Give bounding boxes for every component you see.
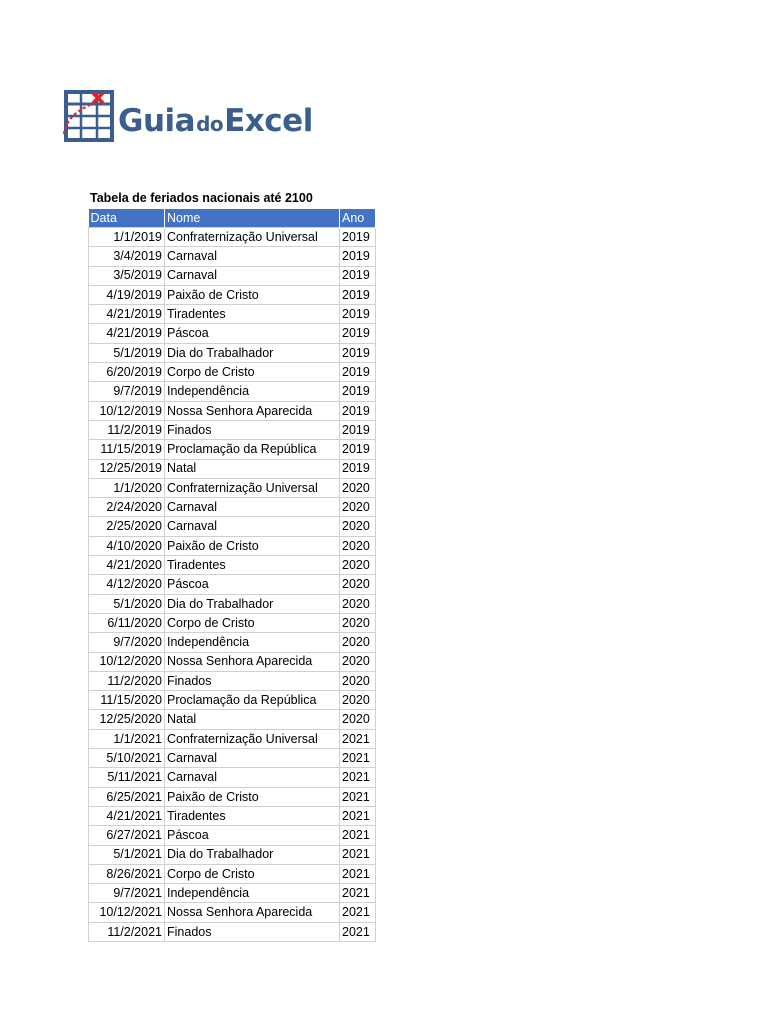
table-row [89, 440, 376, 459]
table-row [89, 556, 376, 575]
cell-data[interactable]: 5/11/2021 [89, 768, 165, 787]
cell-nome[interactable]: Paixão de Cristo [165, 787, 340, 806]
cell-ano[interactable]: 2019 [340, 440, 376, 459]
cell-ano[interactable]: 2021 [340, 845, 376, 864]
holidays-table [88, 209, 376, 942]
table-row [89, 884, 376, 903]
guia-do-excel-logo [62, 88, 322, 148]
cell-ano[interactable]: 2021 [340, 749, 376, 768]
cell-nome[interactable]: Dia do Trabalhador [165, 594, 340, 613]
cell-nome[interactable]: Natal [165, 459, 340, 478]
cell-data[interactable]: 9/7/2021 [89, 884, 165, 903]
cell-data[interactable]: 1/1/2021 [89, 729, 165, 748]
cell-ano[interactable]: 2021 [340, 729, 376, 748]
cell-nome[interactable]: Páscoa [165, 324, 340, 343]
cell-ano[interactable]: 2020 [340, 671, 376, 690]
cell-ano[interactable]: 2020 [340, 517, 376, 536]
cell-nome[interactable]: Proclamação da República [165, 440, 340, 459]
cell-data[interactable]: 5/1/2020 [89, 594, 165, 613]
cell-ano[interactable]: 2021 [340, 864, 376, 883]
cell-data[interactable]: 4/12/2020 [89, 575, 165, 594]
table-row [89, 459, 376, 478]
table-row [89, 710, 376, 729]
cell-data[interactable]: 8/26/2021 [89, 864, 165, 883]
cell-ano[interactable]: 2019 [340, 401, 376, 420]
cell-nome[interactable]: Confraternização Universal [165, 478, 340, 497]
table-row [89, 633, 376, 652]
table-row [89, 382, 376, 401]
table-row [89, 517, 376, 536]
cell-nome[interactable]: Independência [165, 382, 340, 401]
cell-data[interactable]: 6/25/2021 [89, 787, 165, 806]
logo-word-guia: Guia [118, 103, 196, 139]
cell-data[interactable]: 9/7/2019 [89, 382, 165, 401]
cell-ano[interactable]: 2020 [340, 691, 376, 710]
table-row [89, 729, 376, 748]
table-row [89, 922, 376, 941]
cell-ano[interactable]: 2020 [340, 613, 376, 632]
cell-ano[interactable]: 2020 [340, 498, 376, 517]
cell-nome[interactable]: Tiradentes [165, 556, 340, 575]
table-row [89, 478, 376, 497]
table-row [89, 266, 376, 285]
cell-nome[interactable]: Confraternização Universal [165, 729, 340, 748]
cell-nome[interactable]: Carnaval [165, 517, 340, 536]
logo-word-excel: Excel [224, 103, 313, 139]
cell-nome[interactable]: Tiradentes [165, 806, 340, 825]
table-row [89, 324, 376, 343]
cell-nome[interactable]: Independência [165, 633, 340, 652]
table-row [89, 420, 376, 439]
table-row [89, 691, 376, 710]
cell-ano[interactable]: 2020 [340, 478, 376, 497]
cell-data[interactable]: 5/1/2021 [89, 845, 165, 864]
table-body [89, 228, 376, 942]
cell-nome[interactable]: Páscoa [165, 575, 340, 594]
cell-ano[interactable]: 2021 [340, 806, 376, 825]
cell-nome[interactable]: Nossa Senhora Aparecida [165, 401, 340, 420]
cell-data[interactable]: 2/24/2020 [89, 498, 165, 517]
table-row [89, 363, 376, 382]
table-row [89, 787, 376, 806]
column-header-data[interactable]: Data [89, 209, 165, 228]
cell-data[interactable]: 10/12/2020 [89, 652, 165, 671]
cell-data[interactable]: 11/15/2019 [89, 440, 165, 459]
cell-ano[interactable]: 2019 [340, 363, 376, 382]
table-row [89, 806, 376, 825]
cell-ano[interactable]: 2020 [340, 594, 376, 613]
table-row [89, 613, 376, 632]
cell-nome[interactable]: Corpo de Cristo [165, 864, 340, 883]
cell-nome[interactable]: Finados [165, 420, 340, 439]
cell-ano[interactable]: 2021 [340, 787, 376, 806]
cell-data[interactable]: 1/1/2019 [89, 228, 165, 247]
cell-data[interactable]: 10/12/2021 [89, 903, 165, 922]
cell-data[interactable]: 3/4/2019 [89, 247, 165, 266]
cell-data[interactable]: 9/7/2020 [89, 633, 165, 652]
cell-nome[interactable]: Nossa Senhora Aparecida [165, 652, 340, 671]
cell-ano[interactable]: 2019 [340, 459, 376, 478]
cell-data[interactable]: 3/5/2019 [89, 266, 165, 285]
cell-data[interactable]: 6/20/2019 [89, 363, 165, 382]
table-row [89, 247, 376, 266]
cell-nome[interactable]: Páscoa [165, 826, 340, 845]
cell-data[interactable]: 2/25/2020 [89, 517, 165, 536]
cell-ano[interactable]: 2020 [340, 556, 376, 575]
table-row [89, 498, 376, 517]
cell-ano[interactable]: 2019 [340, 324, 376, 343]
cell-data[interactable]: 11/2/2019 [89, 420, 165, 439]
cell-nome[interactable]: Dia do Trabalhador [165, 343, 340, 362]
spreadsheet-logo-icon [62, 88, 118, 144]
cell-data[interactable]: 12/25/2020 [89, 710, 165, 729]
cell-nome[interactable]: Dia do Trabalhador [165, 845, 340, 864]
cell-data[interactable]: 11/2/2021 [89, 922, 165, 941]
cell-data[interactable]: 11/15/2020 [89, 691, 165, 710]
cell-ano[interactable]: 2019 [340, 228, 376, 247]
cell-nome[interactable]: Finados [165, 922, 340, 941]
cell-nome[interactable]: Tiradentes [165, 305, 340, 324]
cell-data[interactable]: 10/12/2019 [89, 401, 165, 420]
cell-data[interactable]: 4/21/2021 [89, 806, 165, 825]
cell-data[interactable]: 5/1/2019 [89, 343, 165, 362]
table-row [89, 671, 376, 690]
table-row [89, 864, 376, 883]
cell-nome[interactable]: Paixão de Cristo [165, 285, 340, 304]
cell-nome[interactable]: Corpo de Cristo [165, 363, 340, 382]
table-row [89, 575, 376, 594]
table-row [89, 228, 376, 247]
table-row [89, 343, 376, 362]
table-row [89, 826, 376, 845]
logo-word-do: do [196, 112, 224, 136]
cell-nome[interactable]: Carnaval [165, 247, 340, 266]
cell-ano[interactable]: 2019 [340, 305, 376, 324]
table-header-row [89, 209, 376, 228]
cell-ano[interactable]: 2021 [340, 922, 376, 941]
cell-nome[interactable]: Natal [165, 710, 340, 729]
cell-ano[interactable]: 2019 [340, 266, 376, 285]
cell-nome[interactable]: Independência [165, 884, 340, 903]
cell-ano[interactable]: 2020 [340, 652, 376, 671]
cell-data[interactable]: 4/21/2019 [89, 305, 165, 324]
cell-nome[interactable]: Carnaval [165, 498, 340, 517]
cell-data[interactable]: 4/19/2019 [89, 285, 165, 304]
table-row [89, 768, 376, 787]
table-row [89, 652, 376, 671]
table-row [89, 401, 376, 420]
table-row [89, 903, 376, 922]
cell-nome[interactable]: Carnaval [165, 749, 340, 768]
cell-nome[interactable]: Carnaval [165, 266, 340, 285]
cell-data[interactable]: 12/25/2019 [89, 459, 165, 478]
cell-ano[interactable]: 2021 [340, 826, 376, 845]
cell-nome[interactable]: Carnaval [165, 768, 340, 787]
cell-nome[interactable]: Nossa Senhora Aparecida [165, 903, 340, 922]
cell-data[interactable]: 1/1/2020 [89, 478, 165, 497]
cell-ano[interactable]: 2019 [340, 382, 376, 401]
cell-ano[interactable]: 2021 [340, 768, 376, 787]
cell-ano[interactable]: 2021 [340, 903, 376, 922]
cell-data[interactable]: 11/2/2020 [89, 671, 165, 690]
table-row [89, 305, 376, 324]
cell-ano[interactable]: 2019 [340, 285, 376, 304]
table-row [89, 594, 376, 613]
cell-ano[interactable]: 2019 [340, 343, 376, 362]
cell-ano[interactable]: 2020 [340, 536, 376, 555]
cell-nome[interactable]: Finados [165, 671, 340, 690]
cell-ano[interactable]: 2021 [340, 884, 376, 903]
cell-data[interactable]: 4/10/2020 [89, 536, 165, 555]
column-header-ano[interactable]: Ano [340, 209, 376, 228]
cell-data[interactable]: 6/11/2020 [89, 613, 165, 632]
cell-ano[interactable]: 2020 [340, 633, 376, 652]
cell-ano[interactable]: 2019 [340, 420, 376, 439]
table-row [89, 536, 376, 555]
cell-ano[interactable]: 2020 [340, 710, 376, 729]
cell-nome[interactable]: Corpo de Cristo [165, 613, 340, 632]
table-title: Tabela de feriados nacionais até 2100 [90, 191, 313, 205]
cell-data[interactable]: 6/27/2021 [89, 826, 165, 845]
column-header-nome[interactable]: Nome [165, 209, 340, 228]
table-row [89, 285, 376, 304]
cell-data[interactable]: 4/21/2020 [89, 556, 165, 575]
table-row [89, 845, 376, 864]
cell-nome[interactable]: Proclamação da República [165, 691, 340, 710]
cell-ano[interactable]: 2019 [340, 247, 376, 266]
logo-wordmark [118, 103, 313, 139]
cell-ano[interactable]: 2020 [340, 575, 376, 594]
cell-nome[interactable]: Confraternização Universal [165, 228, 340, 247]
table-row [89, 749, 376, 768]
cell-data[interactable]: 4/21/2019 [89, 324, 165, 343]
cell-nome[interactable]: Paixão de Cristo [165, 536, 340, 555]
cell-data[interactable]: 5/10/2021 [89, 749, 165, 768]
